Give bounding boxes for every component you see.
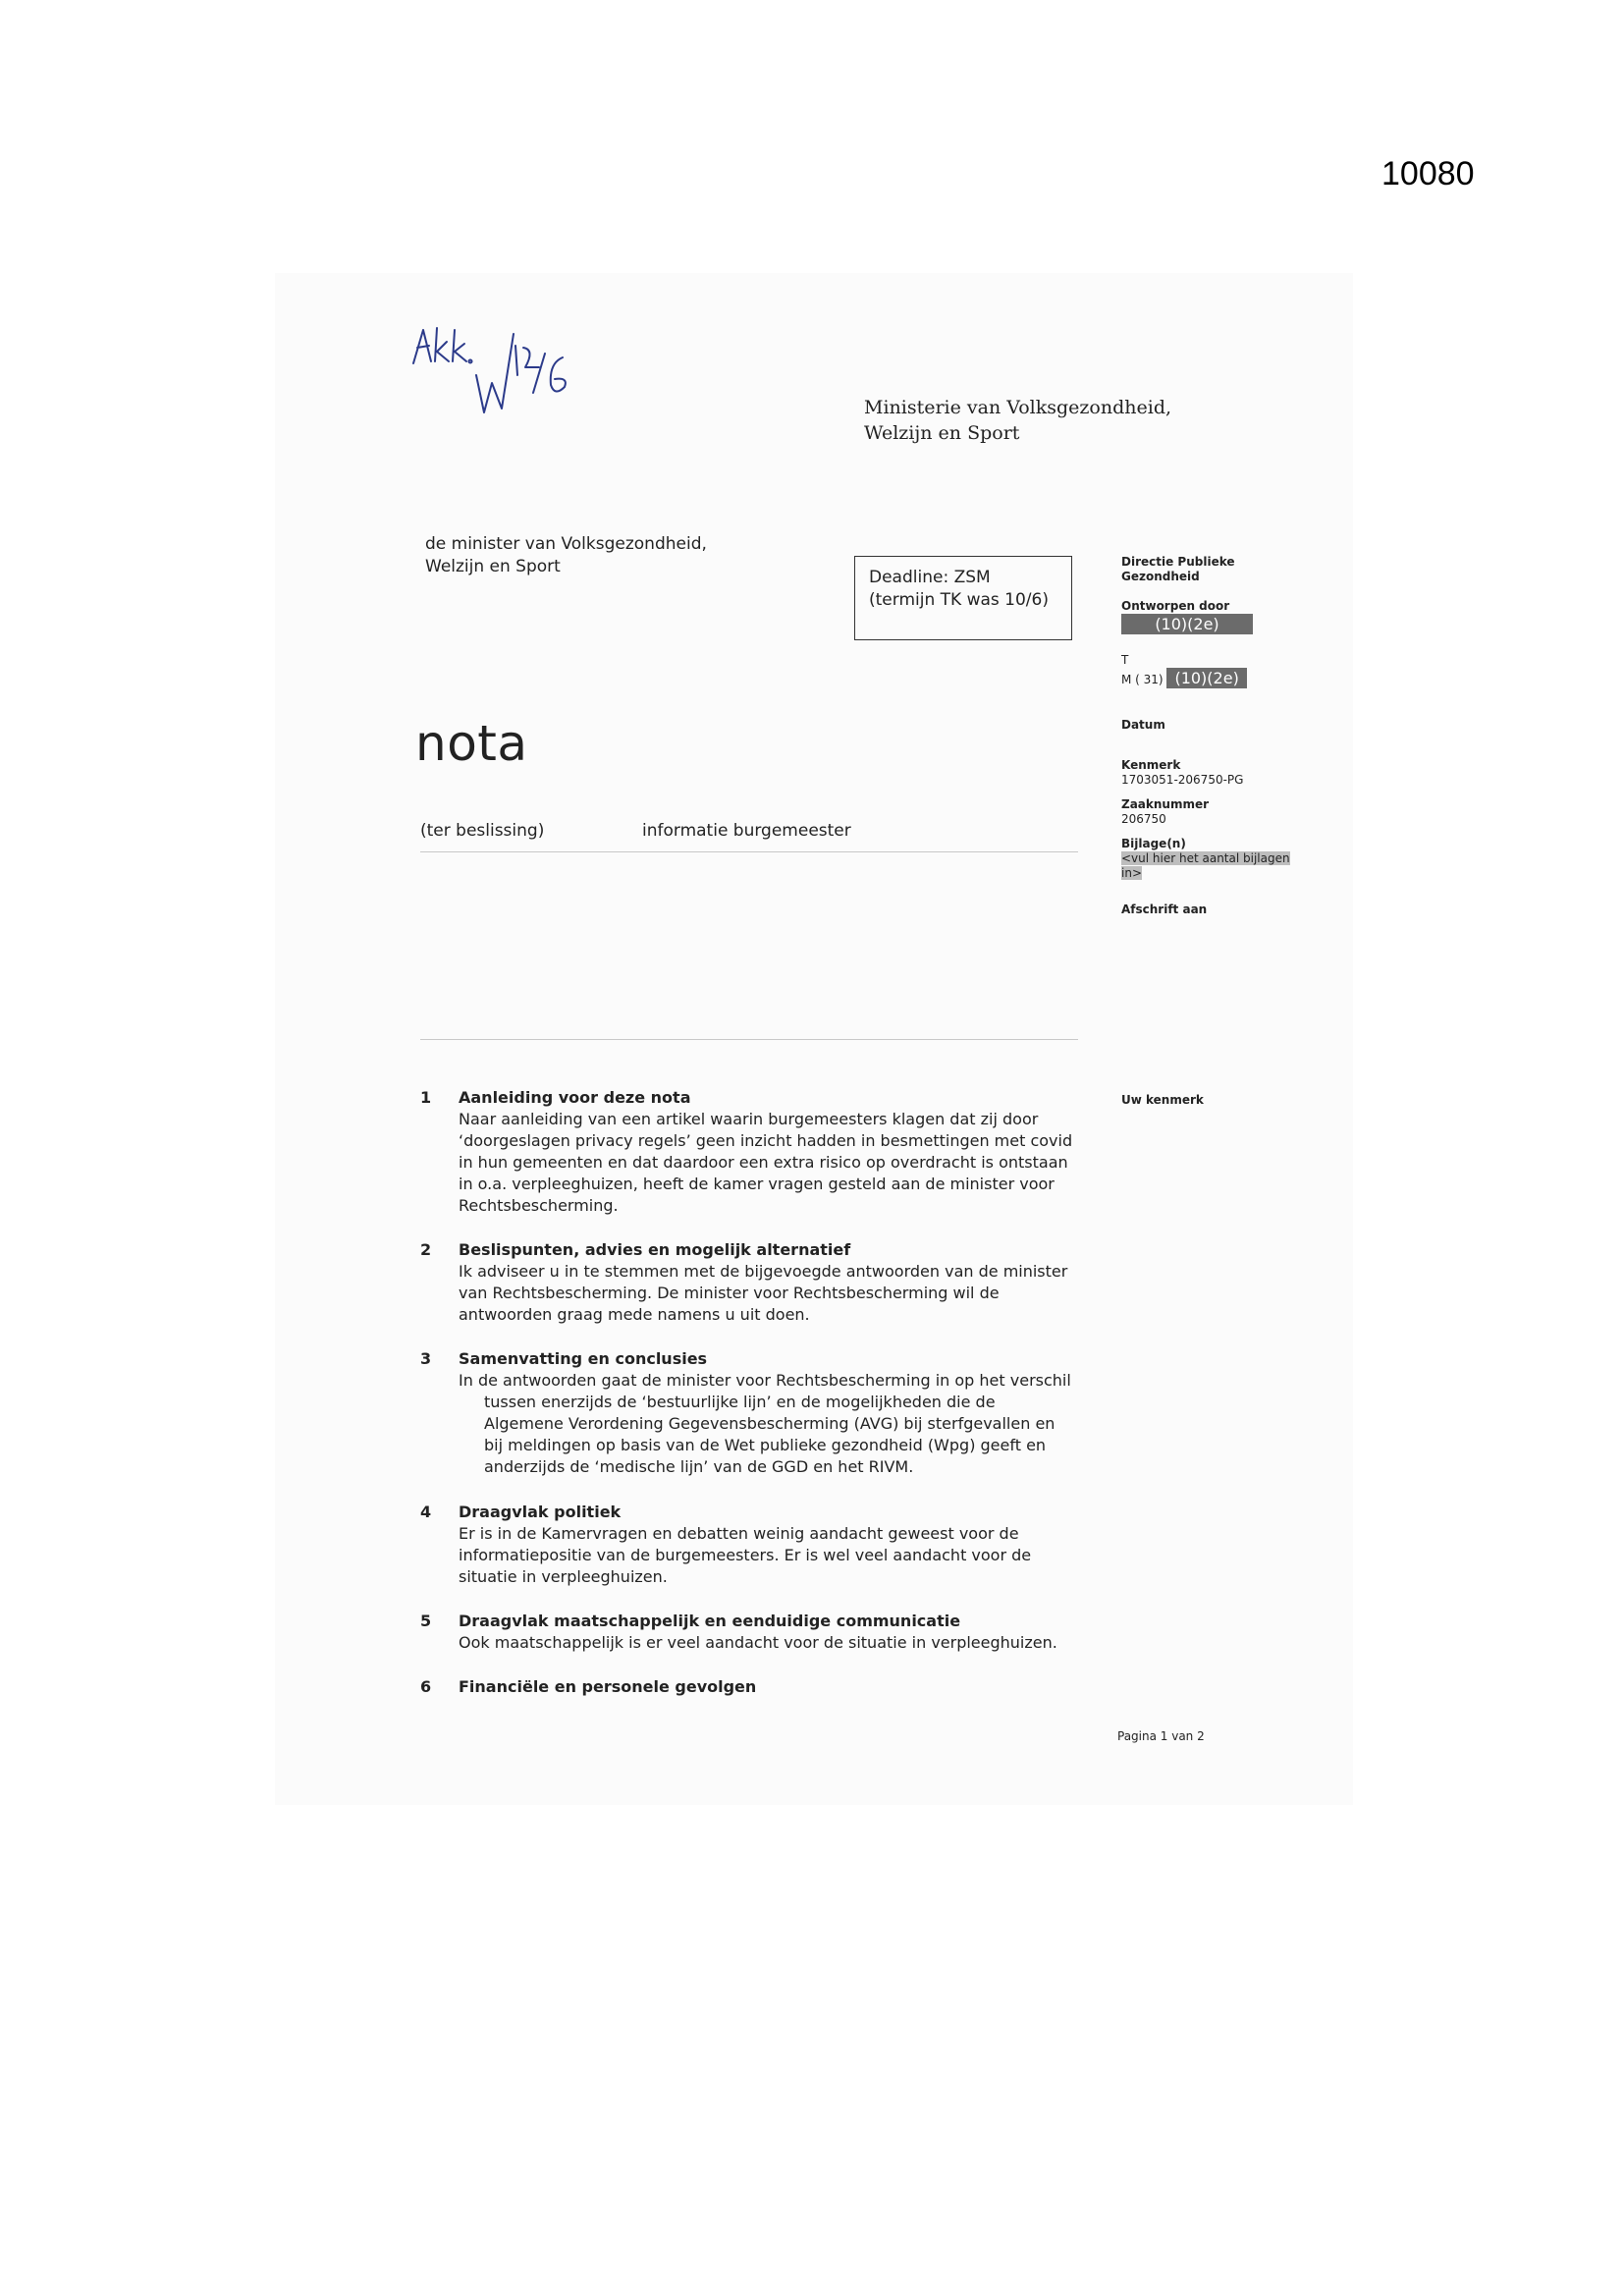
section-number: 5: [420, 1612, 432, 1630]
sidebar-metadata: [1121, 555, 1318, 917]
page-title: nota: [415, 715, 528, 772]
ministry-header: [864, 395, 1171, 446]
section-line: anderzijds de ‘medische lijn’ van de GGD en het RIVM.: [484, 1457, 914, 1476]
subject-divider: [420, 851, 1078, 852]
section-line: in hun gemeenten en dat daardoor een extra risico op overdracht is ontstaan: [459, 1153, 1068, 1172]
ministry-line-2: Welzijn en Sport: [864, 422, 1020, 444]
section-line: Algemene Verordening Gegevensbescherming (AVG) bij sterfgevallen en: [484, 1414, 1056, 1433]
section-number: 3: [420, 1349, 432, 1368]
page-number: Pagina 1 van 2: [1117, 1729, 1205, 1743]
addressee-line-1: de minister van Volksgezondheid,: [425, 534, 707, 554]
deadline-line-2: (termijn TK was 10/6): [869, 590, 1049, 610]
section-2: [420, 1239, 1108, 1326]
section-body: [459, 1109, 1108, 1217]
ontworpen-label: Ontworpen door: [1121, 599, 1230, 613]
directie-line-2: Gezondheid: [1121, 570, 1200, 583]
directie-line-1: Directie Publieke: [1121, 555, 1235, 569]
uw-kenmerk-label: Uw kenmerk: [1121, 1093, 1204, 1107]
section-heading: Financiële en personele gevolgen: [459, 1677, 757, 1696]
t-label: T: [1121, 653, 1129, 667]
section-heading: Aanleiding voor deze nota: [459, 1088, 691, 1107]
document-number: 10080: [1381, 155, 1475, 192]
section-line: situatie in verpleeghuizen.: [459, 1567, 668, 1586]
section-number: 4: [420, 1503, 432, 1521]
addressee: [425, 533, 707, 578]
section-number: 6: [420, 1677, 432, 1696]
section-line: Rechtsbescherming.: [459, 1196, 619, 1215]
subject-type: (ter beslissing): [420, 821, 545, 841]
zaaknummer-label: Zaaknummer: [1121, 797, 1210, 811]
section-number: 2: [420, 1240, 432, 1259]
bijlagen-value-line-1: <vul hier het aantal bijlagen: [1121, 851, 1290, 865]
m-label: M ( 31): [1121, 673, 1164, 686]
ontworpen-redaction: (10)(2e): [1121, 614, 1253, 634]
section-line: In de antwoorden gaat de minister voor Rechtsbescherming in op het verschil: [459, 1371, 1071, 1390]
section-line: bij meldingen op basis van de Wet publieke gezondheid (Wpg) geeft en: [484, 1436, 1047, 1454]
content-divider: [420, 1039, 1078, 1040]
section-heading: Draagvlak maatschappelijk en eenduidige communicatie: [459, 1612, 961, 1630]
section-line: Naar aanleiding van een artikel waarin burgemeesters klagen dat zij door: [459, 1110, 1039, 1128]
deadline-box: [854, 556, 1072, 640]
section-body: [459, 1523, 1108, 1588]
bijlagen-value-line-2: in>: [1121, 866, 1142, 880]
afschrift-label: Afschrift aan: [1121, 902, 1208, 916]
section-line: Er is in de Kamervragen en debatten weinig aandacht geweest voor de: [459, 1524, 1019, 1543]
section-heading: Samenvatting en conclusies: [459, 1349, 708, 1368]
section-line: in o.a. verpleeghuizen, heeft de kamer vragen gesteld aan de minister voor: [459, 1175, 1055, 1193]
section-heading: Draagvlak politiek: [459, 1503, 622, 1521]
section-heading: Beslispunten, advies en mogelijk alternatief: [459, 1240, 851, 1259]
bijlagen-label: Bijlage(n): [1121, 837, 1186, 850]
zaaknummer-value: 206750: [1121, 812, 1166, 826]
section-number: 1: [420, 1088, 432, 1107]
section-line: tussen enerzijds de ‘bestuurlijke lijn’ en de mogelijkheden die de: [484, 1393, 996, 1411]
deadline-line-1: Deadline: ZSM: [869, 568, 991, 587]
kenmerk-label: Kenmerk: [1121, 758, 1181, 772]
datum-label: Datum: [1121, 718, 1165, 732]
section-1: [420, 1087, 1108, 1217]
ministry-line-1: Ministerie van Volksgezondheid,: [864, 397, 1172, 418]
section-body: [459, 1261, 1108, 1326]
section-line: van Rechtsbescherming. De minister voor Rechtsbescherming wil de: [459, 1284, 1000, 1302]
subject-text: informatie burgemeester: [642, 821, 851, 841]
section-line: Ik adviseer u in te stemmen met de bijgevoegde antwoorden van de minister: [459, 1262, 1068, 1281]
addressee-line-2: Welzijn en Sport: [425, 557, 561, 576]
section-line: ‘doorgeslagen privacy regels’ geen inzicht hadden in besmettingen met covid: [459, 1131, 1073, 1150]
section-3: [420, 1348, 1108, 1478]
section-body: [459, 1370, 1108, 1478]
section-line: Ook maatschappelijk is er veel aandacht voor de situatie in verpleeghuizen.: [459, 1633, 1057, 1652]
section-line: antwoorden graag mede namens u uit doen.: [459, 1305, 810, 1324]
kenmerk-value: 1703051-206750-PG: [1121, 773, 1244, 787]
section-6: [420, 1676, 1108, 1698]
section-5: [420, 1611, 1108, 1654]
m-redaction: (10)(2e): [1166, 668, 1246, 688]
section-body: [459, 1632, 1108, 1654]
handwritten-signature: [407, 324, 584, 432]
subject-row: [420, 821, 1078, 841]
section-4: [420, 1502, 1108, 1588]
section-line: informatiepositie van de burgemeesters. Er is wel veel aandacht voor de: [459, 1546, 1032, 1564]
